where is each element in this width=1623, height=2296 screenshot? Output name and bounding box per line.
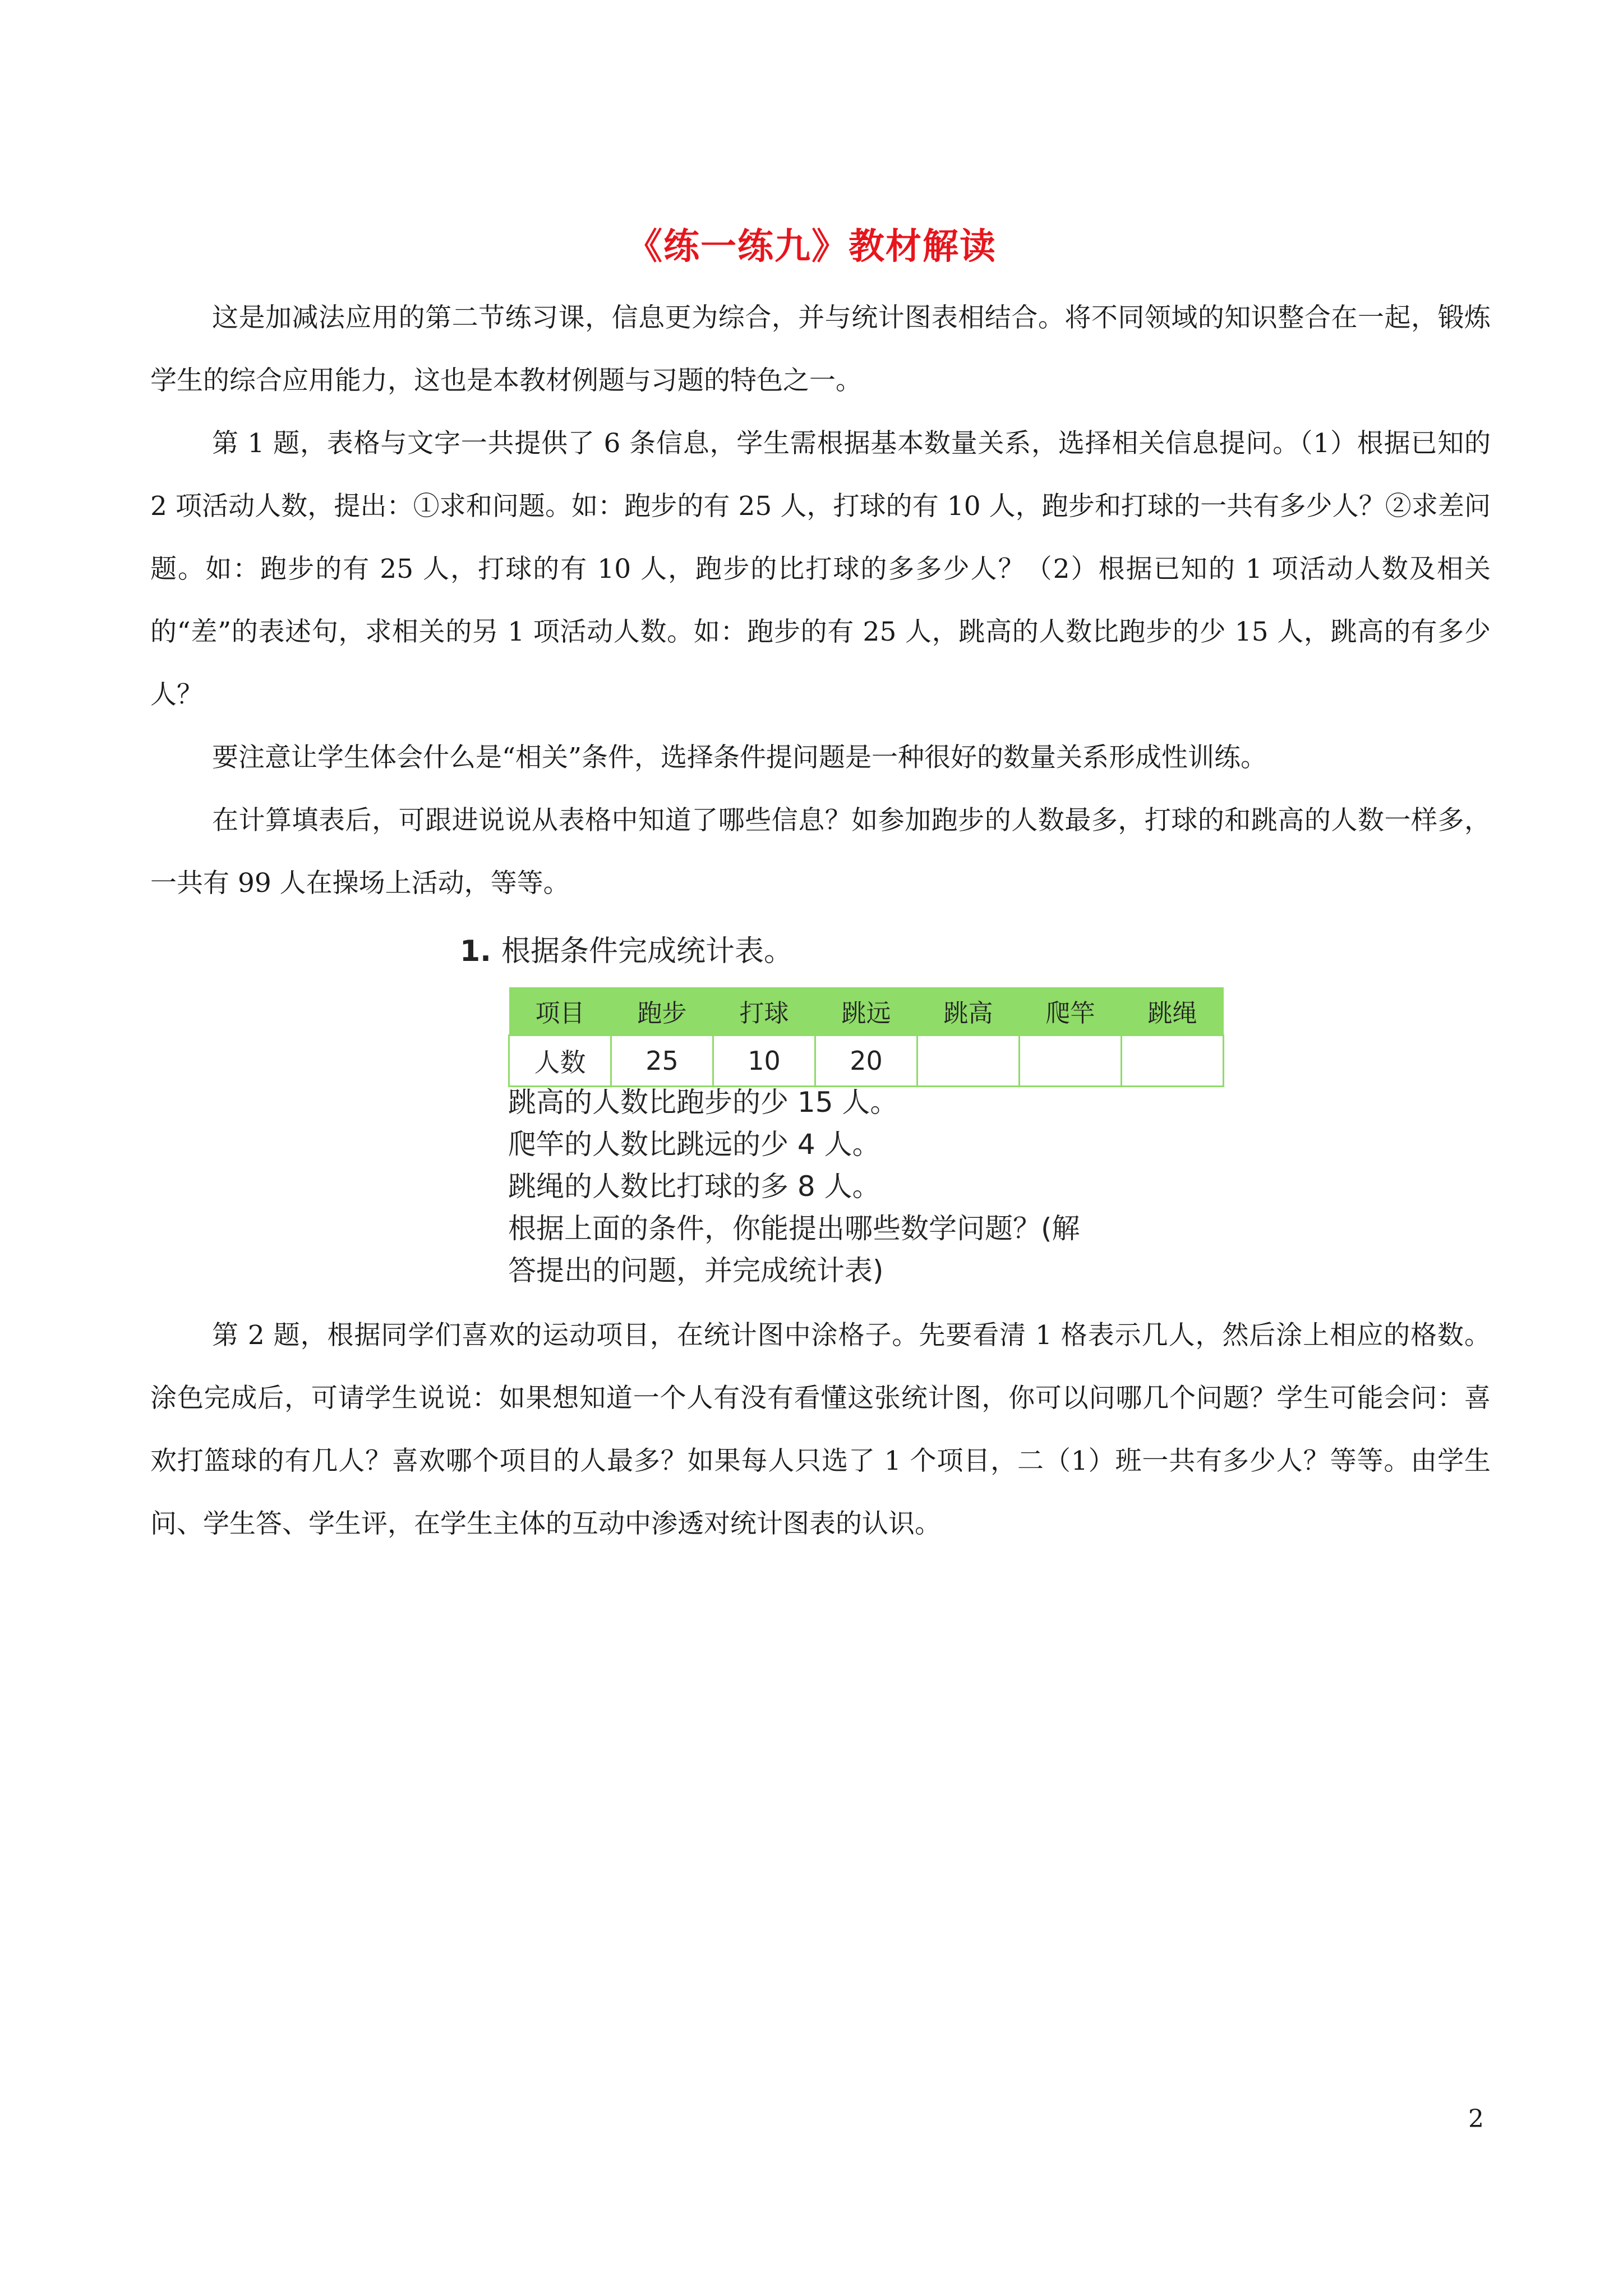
condition-line: 根据上面的条件，你能提出哪些数学问题？(解 <box>508 1212 1080 1245</box>
page-number: 2 <box>1468 2105 1484 2133</box>
table-header-cell: 跳远 <box>815 987 917 1036</box>
paragraph-question-1: 第 1 题，表格与文字一共提供了 6 条信息，学生需根据基本数量关系，选择相关信息提问。（1）根据已知的 2 项活动人数，提出：①求和问题。如：跑步的有 25 人，打球的有 10 人，跑步和打球的一共有多少人？②求差问题。如：跑步的有 25 人，打球的有 10 人，跑步的比打球的多多少人？（2）根据已知的 1 项活动人数及相关的“差”的表述句，求相关的另 1 项活动人数。如：跑步的有 25 人，跳高的人数比跑步的少 15 人，跳高的有多少人？ <box>150 428 1491 710</box>
table-header-cell: 跑步 <box>611 987 713 1036</box>
exercise-number: 1. <box>460 935 491 968</box>
table-header-cell: 打球 <box>713 987 815 1036</box>
exercise-figure <box>460 931 1234 1296</box>
statistics-table <box>508 987 1224 1087</box>
table-cell-empty <box>1020 1036 1122 1087</box>
table-row <box>509 1036 1224 1087</box>
table-header-row <box>509 987 1224 1036</box>
table-cell: 10 <box>713 1036 815 1087</box>
table-header-cell: 跳高 <box>917 987 1020 1036</box>
condition-line: 爬竿的人数比跳远的少 4 人。 <box>508 1128 880 1161</box>
table-header-cell: 跳绳 <box>1122 987 1224 1036</box>
table-cell: 25 <box>611 1036 713 1087</box>
condition-line: 跳绳的人数比打球的多 8 人。 <box>508 1170 880 1203</box>
exercise-instruction: 根据条件完成统计表。 <box>501 935 793 968</box>
paragraph-intro: 这是加减法应用的第二节练习课，信息更为综合，并与统计图表相结合。将不同领域的知识整合在一起，锻炼学生的综合应用能力，这也是本教材例题与习题的特色之一。 <box>150 302 1491 396</box>
table-cell-empty <box>1122 1036 1224 1087</box>
paragraph-question-2: 第 2 题，根据同学们喜欢的运动项目，在统计图中涂格子。先要看清 1 格表示几人，然后涂上相应的格数。涂色完成后，可请学生说说：如果想知道一个人有没有看懂这张统计图，你可以问哪几个问题？学生可能会问：喜欢打篮球的有几人？喜欢哪个项目的人最多？如果每人只选了 1 个项目，二（1）班一共有多少人？等等。由学生问、学生答、学生评，在学生主体的互动中渗透对统计图表的认识。 <box>150 1320 1491 1539</box>
table-cell: 20 <box>815 1036 917 1087</box>
paragraph-related-conditions: 要注意让学生体会什么是“相关”条件，选择条件提问题是一种很好的数量关系形成性训练。 <box>212 742 1267 773</box>
condition-line: 跳高的人数比跑步的少 15 人。 <box>508 1086 898 1119</box>
exercise-heading <box>460 931 793 972</box>
table-header-cell: 项目 <box>509 987 611 1036</box>
paragraph-after-table: 在计算填表后，可跟进说说从表格中知道了哪些信息？如参加跑步的人数最多，打球的和跳高的人数一样多，一共有 99 人在操场上活动，等等。 <box>150 805 1491 899</box>
table-cell: 人数 <box>509 1036 611 1087</box>
exercise-conditions <box>508 1082 1080 1292</box>
condition-line: 答提出的问题，并完成统计表) <box>508 1254 884 1287</box>
page-title: 《练一练九》教材解读 <box>626 226 997 268</box>
table-cell-empty <box>917 1036 1020 1087</box>
table-header-cell: 爬竿 <box>1020 987 1122 1036</box>
